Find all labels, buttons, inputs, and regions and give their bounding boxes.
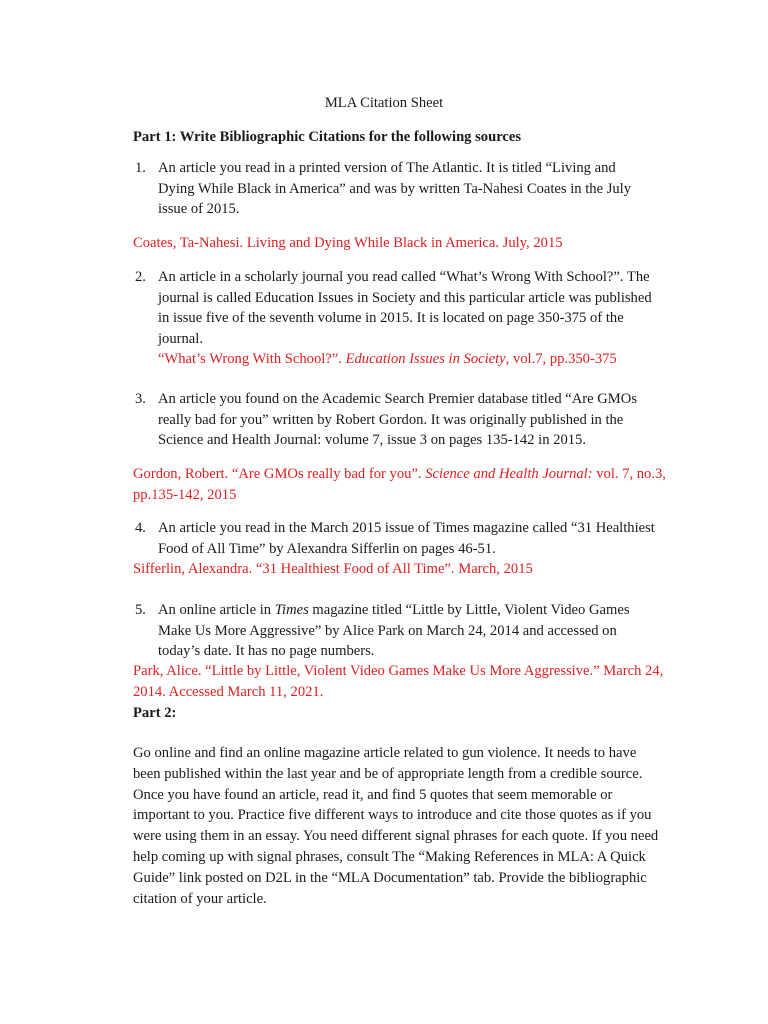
magazine-title: Times bbox=[274, 602, 309, 618]
item-number: 5. bbox=[135, 602, 146, 618]
list-item bbox=[135, 158, 655, 220]
part2-instructions: Go online and find an online magazine article related to gun violence. It needs to have been published within the last year and be of appropriate length from a credible source. Once you have found an article, read it, and find 5 quotes that seem memorable or important to you. Practice five different ways to introduce and cite those quotes as if you were using them in an essay. You need different signal phrases for each quote. If you need help coming up with signal phrases, consult The “Making References in MLA: A Quick Guide” link posted on D2L in the “MLA Documentation” tab. Provide the bibliographic citation of your article. bbox=[133, 745, 659, 907]
item-text: An article in a scholarly journal you read called “What’s Wrong With School?”. The journal is called Education Issues in Society and this particular article was published in issue five of the seventh volume in 2015. It is located on page 350-375 of the journal. bbox=[158, 269, 652, 348]
item-number: 3. bbox=[135, 391, 146, 407]
part2-heading: Part 2: bbox=[133, 705, 177, 721]
document-title: MLA Citation Sheet bbox=[324, 95, 444, 111]
journal-title: Education Issues in Society bbox=[345, 351, 506, 367]
list-item bbox=[135, 389, 655, 451]
citation-part: “What’s Wrong With School?”. bbox=[158, 351, 346, 367]
citation-answer: Coates, Ta-Nahesi. Living and Dying While Black in America. July, 2015 bbox=[133, 235, 563, 251]
item-text: An article you found on the Academic Search Premier database titled “Are GMOs really bad for you” written by Robert Gordon. It was originally published in the Science and Health Journal: volume 7, issue 3 on pages 135-142 in 2015. bbox=[158, 391, 637, 449]
citation-answer: Sifferlin, Alexandra. “31 Healthiest Food of All Time”. March, 2015 bbox=[133, 561, 533, 577]
list-item bbox=[135, 518, 655, 559]
list-item bbox=[135, 267, 655, 350]
item-text bbox=[158, 600, 655, 662]
citation-answer: Park, Alice. “Little by Little, Violent Video Games Make Us More Aggressive.” March 24, 2014. Accessed March 11, 2021. bbox=[133, 663, 664, 700]
list-item bbox=[135, 600, 655, 662]
item-number: 2. bbox=[135, 269, 146, 285]
citation-answer bbox=[158, 349, 678, 370]
item-number: 1. bbox=[135, 160, 146, 176]
citation-part: vol. 7, no.3, pp.135-142, 2015 bbox=[133, 466, 666, 503]
item-text-part: magazine titled “Little by Little, Violent Video Games Make Us More Aggressive” by Alice Park on March 24, 2014 and accessed on today’s date. It has no page numbers. bbox=[158, 602, 630, 660]
journal-title: Science and Health Journal: bbox=[425, 466, 593, 482]
item-text-part: An online article in bbox=[158, 602, 275, 618]
item-text: An article you read in the March 2015 issue of Times magazine called “31 Healthiest Food of All Time” by Alexandra Sifferlin on pages 46-51. bbox=[158, 520, 655, 557]
item-text: An article you read in a printed version of The Atlantic. It is titled “Living and Dying While Black in America” and was by written Ta-Nahesi Coates in the July issue of 2015. bbox=[158, 160, 632, 218]
item-number: 4. bbox=[135, 520, 146, 536]
citation-part: , vol.7, pp.350-375 bbox=[505, 351, 617, 367]
citation-answer bbox=[133, 464, 668, 505]
part1-heading: Part 1: Write Bibliographic Citations for the following sources bbox=[133, 129, 522, 145]
citation-part: Gordon, Robert. “Are GMOs really bad for you”. bbox=[133, 466, 426, 482]
